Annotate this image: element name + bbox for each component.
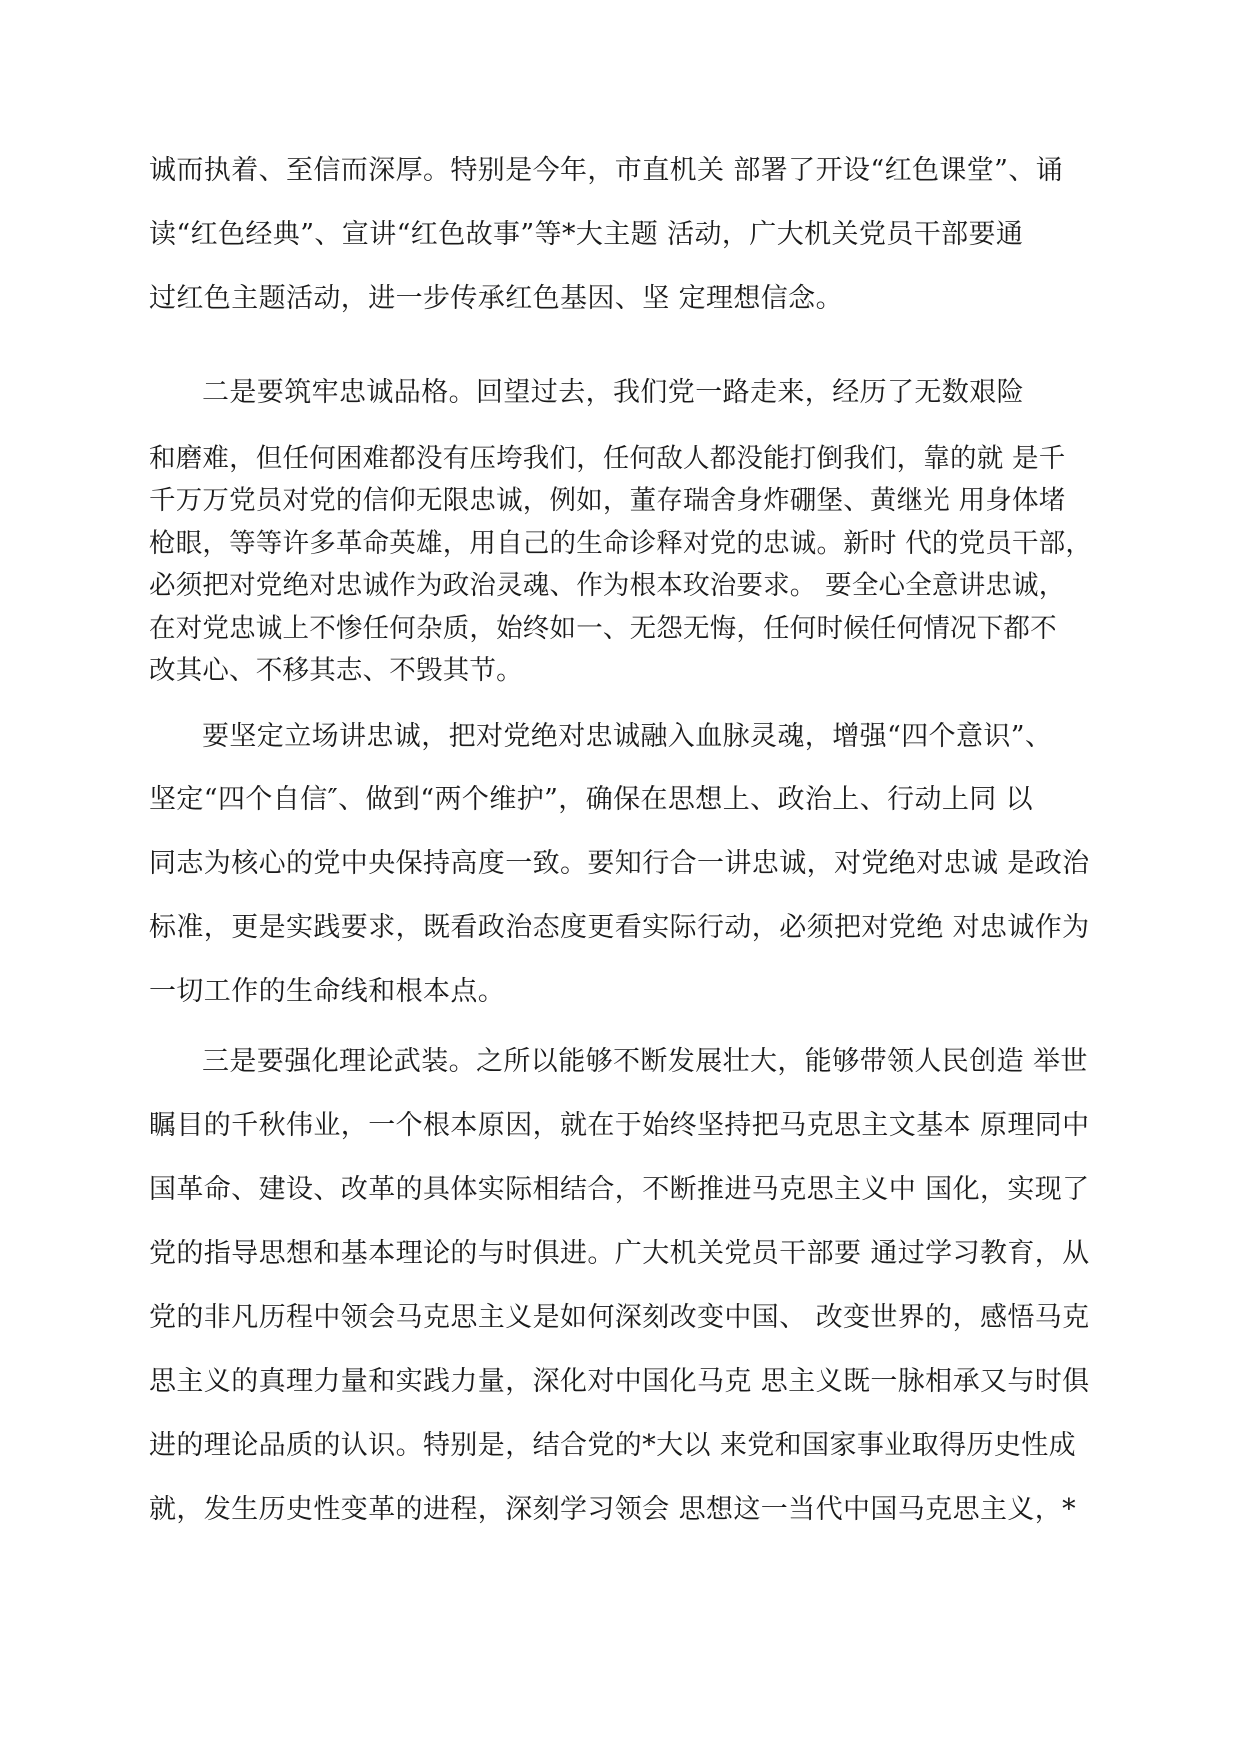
- text-line: 三是要强化理论武装。之所以能够不断发展壮大，能够带领人民创造 举世: [202, 1046, 1088, 1077]
- text-line: 同志为核心的党中央保持高度一致。要知行合一讲忠诚，对党绝对忠诚 是政治: [149, 848, 1090, 879]
- text-line: 坚定“四个自信″、做到“两个维护”，确保在思想上、政治上、行动上同 以: [149, 784, 1034, 815]
- text-line: 和磨难，但任何困难都没有压垮我们，任何敌人都没能打倒我们，靠的就 是千: [149, 443, 1066, 474]
- text-line: 千万万党员对党的信仰无限忠诚，例如，董存瑞舍身炸硼堡、黄继光 用身体堵: [149, 485, 1066, 516]
- text-line: 党的非凡历程中领会马克思主义是如何深刻改变中国、 改变世界的，感悟马克: [149, 1302, 1090, 1333]
- text-line: 国革命、建设、改革的具体实际相结合，不断推进马克思主义中 国化，实现了: [149, 1174, 1090, 1205]
- text-line: 改其心、不移其志、不毁其节。: [149, 655, 523, 686]
- text-line: 诚而执着、至信而深厚。特别是今年，市直机关 部署了开设“红色课堂”、诵: [149, 155, 1064, 186]
- text-line: 在对党忠诚上不惨任何杂质，始终如一、无怨无悔，任何时候任何情况下都不: [149, 613, 1057, 644]
- text-line: 标准，更是实践要求，既看政治态度更看实际行动，必须把对党绝 对忠诚作为: [149, 912, 1090, 943]
- text-line: 必须把对党绝对忠诚作为政治灵魂、作为根本玫治要求。 要全心全意讲忠诚，: [149, 570, 1066, 601]
- text-line: 过红色主题活动，进一步传承红色基因、坚 定理想信念。: [149, 283, 843, 314]
- text-line: 读“红色经典”、宣讲“红色故事”等*大主题 活动，广大机关党员干部要通: [149, 219, 1024, 250]
- text-line: 思主义的真理力量和实践力量，深化对中国化马克 思主义既一脉相承又与时俱: [149, 1366, 1090, 1397]
- text-line: 要坚定立场讲忠诚，把对党绝对忠诚融入血脉灵魂，增强“四个意识”、: [202, 721, 1053, 752]
- text-line: 瞩目的千秋伟业，一个根本原因，就在于始终坚持把马克思主文基本 原理同中: [149, 1110, 1090, 1141]
- text-line: 就，发生历史性变革的进程，深刻学习领会 思想这一当代中国马克思主义，*: [149, 1494, 1077, 1525]
- text-line: 党的指导思想和基本理论的与时俱进。广大机关党员干部要 通过学习教育，从: [149, 1238, 1090, 1269]
- text-line: 一切工作的生命线和根本点。: [149, 976, 506, 1007]
- text-line: 二是要筑牢忠诚品格。回望过去，我们党一路走来，经历了无数艰险: [202, 377, 1024, 408]
- text-line: 枪眼，等等许多革命英雄，用自己的生命诊释对党的忠诚。新时 代的党员干部，: [149, 528, 1093, 559]
- text-line: 进的理论品质的认识。特别是，结合党的*大以 来党和国家事业取得历史性成: [149, 1430, 1077, 1461]
